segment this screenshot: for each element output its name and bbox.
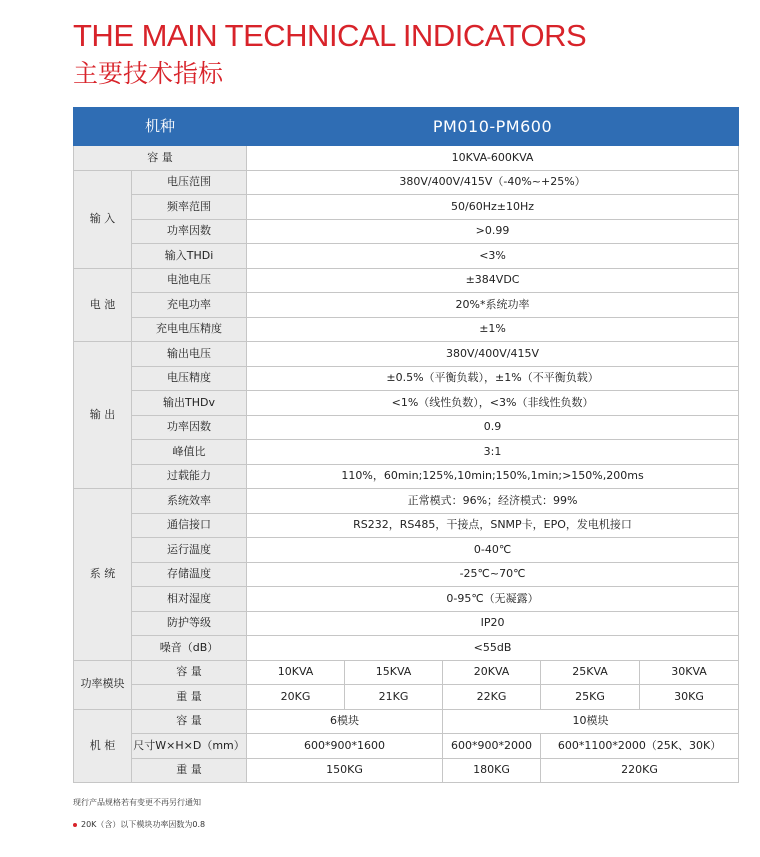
group-output-label: 输 出 xyxy=(74,342,132,489)
table-row xyxy=(74,146,739,171)
row-label: 峰值比 xyxy=(132,440,247,465)
row-label: 相对湿度 xyxy=(132,587,247,612)
row-value: 0.9 xyxy=(247,415,739,440)
row-value: 0-95℃（无凝露） xyxy=(247,587,739,612)
row-value: 50/60Hz±10Hz xyxy=(247,195,739,220)
table-row xyxy=(74,268,739,293)
module-weight-cell: 21KG xyxy=(345,685,443,710)
table-row xyxy=(74,342,739,367)
row-label: 电压范围 xyxy=(132,170,247,195)
module-weight-cell: 30KG xyxy=(640,685,739,710)
cabinet-weight-cell: 150KG xyxy=(247,758,443,783)
row-value: 380V/400V/415V（-40%~+25%） xyxy=(247,170,739,195)
group-battery-label: 电 池 xyxy=(74,268,132,342)
row-value: 正常模式：96%；经济模式：99% xyxy=(247,489,739,514)
header-model: PM010-PM600 xyxy=(247,108,739,146)
footnote-spec-change: 现行产品规格若有变更不再另行通知 xyxy=(73,798,201,807)
cabinet-capacity-cell: 6模块 xyxy=(247,709,443,734)
table-row xyxy=(74,391,739,416)
table-row xyxy=(74,195,739,220)
footnote-power-factor-text: 20K（含）以下模块功率因数为0.8 xyxy=(81,820,206,829)
row-label: 过载能力 xyxy=(132,464,247,489)
table-row xyxy=(74,513,739,538)
row-value: -25℃~70℃ xyxy=(247,562,739,587)
table-row xyxy=(74,219,739,244)
row-label: 频率范围 xyxy=(132,195,247,220)
table-row xyxy=(74,440,739,465)
row-value: 20%*系统功率 xyxy=(247,293,739,318)
row-value: ±0.5%（平衡负载），±1%（不平衡负载） xyxy=(247,366,739,391)
row-value: <55dB xyxy=(247,636,739,661)
table-row xyxy=(74,489,739,514)
table-row xyxy=(74,660,739,685)
table-row xyxy=(74,636,739,661)
module-weight-cell: 25KG xyxy=(541,685,640,710)
row-value: <3% xyxy=(247,244,739,269)
module-capacity-cell: 25KVA xyxy=(541,660,640,685)
row-label: 充电功率 xyxy=(132,293,247,318)
table-row xyxy=(74,758,739,783)
module-capacity-cell: 10KVA xyxy=(247,660,345,685)
row-label: 充电电压精度 xyxy=(132,317,247,342)
header-type-label: 机种 xyxy=(74,108,247,146)
footnote-power-factor xyxy=(73,819,205,830)
cabinet-size-cell: 600*900*2000 xyxy=(443,734,541,759)
group-power-module-label: 功率模块 xyxy=(74,660,132,709)
capacity-value: 10KVA-600KVA xyxy=(247,146,739,171)
row-value: ±1% xyxy=(247,317,739,342)
cabinet-weight-cell: 220KG xyxy=(541,758,739,783)
page-title-zh: 主要技术指标 xyxy=(73,59,224,88)
table-row xyxy=(74,685,739,710)
table-row xyxy=(74,587,739,612)
table-row xyxy=(74,244,739,269)
row-label: 电池电压 xyxy=(132,268,247,293)
row-label: 通信接口 xyxy=(132,513,247,538)
row-value: RS232，RS485，干接点，SNMP卡，EPO，发电机接口 xyxy=(247,513,739,538)
table-row xyxy=(74,709,739,734)
group-input-label: 输 入 xyxy=(74,170,132,268)
row-label: 输出电压 xyxy=(132,342,247,367)
cabinet-capacity-cell: 10模块 xyxy=(443,709,739,734)
row-label: 重 量 xyxy=(132,685,247,710)
module-capacity-cell: 30KVA xyxy=(640,660,739,685)
row-value: 3:1 xyxy=(247,440,739,465)
cabinet-weight-cell: 180KG xyxy=(443,758,541,783)
row-label: 防护等级 xyxy=(132,611,247,636)
row-value: <1%（线性负数），<3%（非线性负数） xyxy=(247,391,739,416)
row-label: 运行温度 xyxy=(132,538,247,563)
row-label: 容 量 xyxy=(132,709,247,734)
row-label: 功率因数 xyxy=(132,219,247,244)
table-row xyxy=(74,464,739,489)
table-row xyxy=(74,415,739,440)
row-value: 380V/400V/415V xyxy=(247,342,739,367)
table-row xyxy=(74,317,739,342)
row-label: 尺寸W×H×D（mm） xyxy=(132,734,247,759)
table-row xyxy=(74,293,739,318)
bullet-dot-icon xyxy=(73,823,77,827)
row-label: 噪音（dB） xyxy=(132,636,247,661)
module-capacity-cell: 15KVA xyxy=(345,660,443,685)
row-value: ±384VDC xyxy=(247,268,739,293)
capacity-label: 容 量 xyxy=(74,146,247,171)
page-title-en: THE MAIN TECHNICAL INDICATORS xyxy=(73,18,587,53)
table-row xyxy=(74,734,739,759)
table-row xyxy=(74,366,739,391)
table-row xyxy=(74,562,739,587)
cabinet-size-cell: 600*900*1600 xyxy=(247,734,443,759)
row-value: IP20 xyxy=(247,611,739,636)
table-row xyxy=(74,538,739,563)
table-row xyxy=(74,170,739,195)
group-cabinet-label: 机 柜 xyxy=(74,709,132,783)
row-value: 110%，60min;125%,10min;150%,1min;>150%,200ms xyxy=(247,464,739,489)
cabinet-size-cell: 600*1100*2000（25K、30K） xyxy=(541,734,739,759)
table-header-row xyxy=(74,108,739,146)
row-label: 系统效率 xyxy=(132,489,247,514)
row-label: 功率因数 xyxy=(132,415,247,440)
row-value: >0.99 xyxy=(247,219,739,244)
spec-table xyxy=(73,107,739,783)
row-label: 电压精度 xyxy=(132,366,247,391)
row-label: 重 量 xyxy=(132,758,247,783)
group-system-label: 系 统 xyxy=(74,489,132,661)
row-value: 0-40℃ xyxy=(247,538,739,563)
row-label: 存储温度 xyxy=(132,562,247,587)
row-label: 输出THDv xyxy=(132,391,247,416)
row-label: 容 量 xyxy=(132,660,247,685)
row-label: 输入THDi xyxy=(132,244,247,269)
module-weight-cell: 22KG xyxy=(443,685,541,710)
module-weight-cell: 20KG xyxy=(247,685,345,710)
table-row xyxy=(74,611,739,636)
module-capacity-cell: 20KVA xyxy=(443,660,541,685)
